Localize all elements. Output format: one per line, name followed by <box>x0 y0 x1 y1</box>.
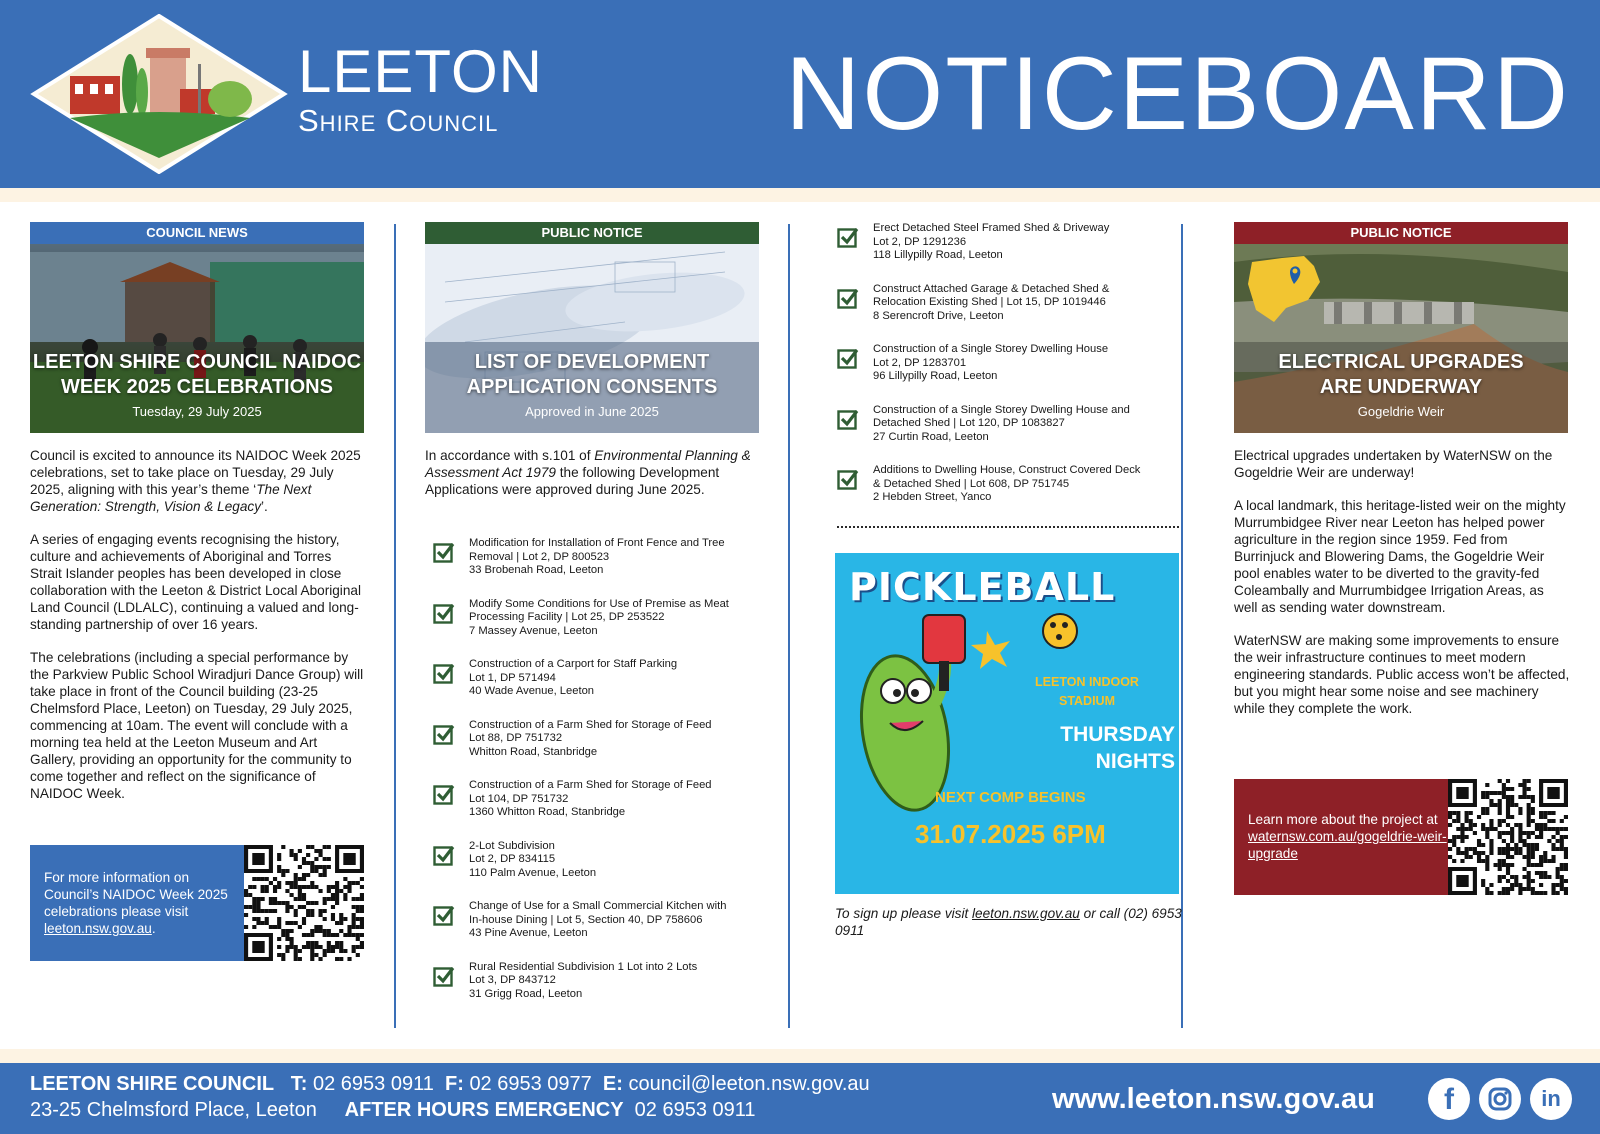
email-label: E: <box>602 1073 623 1095</box>
info-copy-end: . <box>151 921 156 936</box>
item-text <box>469 779 712 820</box>
item-text <box>469 598 729 639</box>
list-item <box>433 779 763 840</box>
item-text <box>873 464 1140 505</box>
item-line: 110 Palm Avenue, Leeton <box>469 866 597 879</box>
checkbox-tick-icon <box>433 541 455 563</box>
item-line: Change of Use for a Small Commercial Kitchen with <box>469 900 727 912</box>
item-line: 33 Brobenah Road, Leeton <box>469 564 604 576</box>
item-line: 7 Massey Avenue, Leeton <box>469 624 598 637</box>
item-line: Construction of a Farm Shed for Storage of Feed <box>469 779 712 791</box>
intro-paragraph <box>425 447 761 498</box>
card-title <box>425 350 759 400</box>
phone-value: 02 6953 0911 <box>313 1073 434 1095</box>
card-title-line1: ELECTRICAL UPGRADES <box>1278 351 1524 373</box>
nights-line: NIGHTS <box>1095 750 1175 773</box>
website-link[interactable]: www.leeton.nsw.gov.au <box>1052 1083 1375 1115</box>
info-copy: Learn more about the project at <box>1248 812 1438 827</box>
development-list-continued <box>837 222 1167 525</box>
category-label: COUNCIL NEWS <box>30 222 364 244</box>
naidoc-photo-image <box>30 222 364 433</box>
checkbox-tick-icon <box>433 904 455 926</box>
footer <box>0 1063 1600 1134</box>
weir-info-box <box>1234 779 1568 895</box>
card-title-line1: LIST OF DEVELOPMENT <box>474 351 710 373</box>
naidoc-info-box <box>30 845 364 961</box>
item-line: Construction of a Single Storey Dwelling House <box>873 343 1109 355</box>
qr-code-icon[interactable] <box>244 845 364 961</box>
list-item <box>837 343 1167 404</box>
column-divider <box>394 224 396 1028</box>
card-title-line1: LEETON SHIRE COUNCIL NAIDOC <box>32 351 362 373</box>
item-line: Lot 104, DP 751732 <box>469 792 569 805</box>
checkbox-tick-icon <box>837 347 859 369</box>
footer-org: LEETON SHIRE COUNCIL <box>30 1073 275 1095</box>
item-line: Lot 2, DP 1291236 <box>873 235 967 248</box>
weir-photo-image <box>1234 222 1568 433</box>
item-line: Lot 2, DP 1283701 <box>873 356 967 369</box>
intro-text: the following Development Applications were approved during June 2025. <box>425 465 720 497</box>
item-line: Rural Residential Subdivision 1 Lot into 2 Lots <box>469 960 698 973</box>
card-title-line2: APPLICATION CONSENTS <box>466 376 718 398</box>
development-intro <box>425 447 761 514</box>
item-line: Construct Attached Garage & Detached Shed & <box>873 282 1110 295</box>
poster-venue <box>1007 673 1167 711</box>
item-line: In-house Dining | Lot 5, Section 40, DP 758606 <box>469 913 703 926</box>
article-paragraph: Electrical upgrades undertaken by WaterNSW on the Gogeldrie Weir are underway! <box>1234 448 1553 480</box>
category-label: PUBLIC NOTICE <box>1234 222 1568 244</box>
checkbox-tick-icon <box>433 602 455 624</box>
item-line: Modification for Installation of Front Fence and Tree <box>469 537 725 549</box>
card-title <box>1234 350 1568 400</box>
item-line: 96 Lillypilly Road, Leeton <box>873 370 998 382</box>
facebook-icon[interactable]: f <box>1428 1078 1470 1120</box>
checkbox-tick-icon <box>433 844 455 866</box>
card-subtitle: Approved in June 2025 <box>525 404 659 419</box>
card-title <box>30 350 364 400</box>
list-item <box>837 464 1167 525</box>
checkbox-tick-icon <box>837 468 859 490</box>
item-line: Lot 1, DP 571494 <box>469 671 556 684</box>
development-list <box>433 537 763 1021</box>
venue-line: STADIUM <box>1058 694 1115 708</box>
item-text <box>469 961 697 1002</box>
item-line: 118 Lillypilly Road, Leeton <box>873 249 1003 261</box>
council-name-line2: Shire Council <box>298 103 499 138</box>
item-line: Lot 88, DP 751732 <box>469 732 563 744</box>
checkbox-tick-icon <box>433 965 455 987</box>
phone-label: T: <box>290 1073 308 1095</box>
item-text <box>873 222 1109 263</box>
nights-line: THURSDAY <box>1060 723 1175 746</box>
card-title-line2: WEEK 2025 CELEBRATIONS <box>61 376 333 398</box>
item-text <box>873 283 1109 324</box>
checkbox-tick-icon <box>433 723 455 745</box>
item-text <box>873 343 1108 384</box>
item-line: Processing Facility | Lot 25, DP 253522 <box>469 611 665 623</box>
list-item <box>433 961 763 1022</box>
fax-value: 02 6953 0977 <box>469 1073 592 1095</box>
checkbox-tick-icon <box>837 408 859 430</box>
item-line: Modify Some Conditions for Use of Premise as Meat <box>469 597 729 610</box>
dotted-separator <box>837 526 1179 528</box>
emergency-value: 02 6953 0911 <box>634 1099 756 1121</box>
item-text <box>469 900 726 941</box>
weir-article <box>1234 447 1570 733</box>
list-item <box>433 719 763 780</box>
category-label: PUBLIC NOTICE <box>425 222 759 244</box>
item-line: Lot 2, DP 834115 <box>469 853 556 865</box>
development-feature-card <box>425 222 759 433</box>
paragraph-text: ’. <box>261 499 268 514</box>
item-line: 1360 Whitton Road, Stanbridge <box>469 806 626 818</box>
weir-feature-card <box>1234 222 1568 433</box>
emergency-label: AFTER HOURS EMERGENCY <box>344 1099 624 1121</box>
article-paragraph: A series of engaging events recognising the history, culture and achievements of Aboriginal and Torres Strait Islander peoples has been developed in close collaboration with the Leeton & District Local Aboriginal Land Council (LDLALC), continuing a valued and long-standing partnership of over 16 years. <box>30 532 361 632</box>
act-name: Environmental Planning & Assessment Act 1979 <box>425 448 751 480</box>
poster-title: PICKLEBALL <box>849 565 1116 609</box>
signup-link[interactable]: leeton.nsw.gov.au <box>972 906 1080 921</box>
item-line: 2-Lot Subdivision <box>469 839 555 852</box>
list-item <box>433 840 763 901</box>
info-link[interactable]: leeton.nsw.gov.au <box>44 921 152 936</box>
item-line: 31 Grigg Road, Leeton <box>469 987 583 1000</box>
council-name-line1: LEETON <box>298 38 543 105</box>
card-subtitle: Tuesday, 29 July 2025 <box>132 404 262 419</box>
item-line: Construction of a Single Storey Dwelling House and <box>873 403 1130 416</box>
poster-date: 31.07.2025 6PM <box>915 819 1106 849</box>
item-text <box>469 719 712 760</box>
naidoc-feature-card <box>30 222 364 433</box>
item-line: 27 Curtin Road, Leeton <box>873 430 989 443</box>
item-line: Relocation Existing Shed | Lot 15, DP 1019446 <box>873 296 1106 308</box>
qr-code-icon[interactable] <box>1448 779 1568 895</box>
instagram-icon[interactable] <box>1479 1078 1521 1120</box>
item-line: 43 Pine Avenue, Leeton <box>469 927 588 939</box>
address-value: 23-25 Chelmsford Place, Leeton <box>30 1099 317 1121</box>
poster-nights <box>985 721 1175 775</box>
info-text <box>44 869 244 937</box>
info-copy: For more information on Council’s NAIDOC Week 2025 celebrations please visit <box>44 870 228 919</box>
blueprint-image <box>425 222 759 433</box>
page-title: NOTICEBOARD <box>785 36 1570 152</box>
signup-copy: To sign up please visit <box>835 906 973 921</box>
item-line: 40 Wade Avenue, Leeton <box>469 685 595 697</box>
item-line: Erect Detached Steel Framed Shed & Driveway <box>873 222 1110 234</box>
pickleball-poster <box>835 553 1179 894</box>
signup-copy: or call (02) 6953 0911 <box>835 906 1182 938</box>
naidoc-article <box>30 447 366 818</box>
checkbox-tick-icon <box>837 226 859 248</box>
item-line: Whitton Road, Stanbridge <box>469 745 598 758</box>
email-value[interactable]: council@leeton.nsw.gov.au <box>628 1073 870 1095</box>
item-line: Removal | Lot 2, DP 800523 <box>469 550 610 563</box>
item-text <box>469 537 725 578</box>
venue-line: LEETON INDOOR <box>1035 675 1139 689</box>
checkbox-tick-icon <box>433 662 455 684</box>
item-text <box>873 404 1130 445</box>
article-paragraph: A local landmark, this heritage-listed weir on the mighty Murrumbidgee River near Leeton has helped power agriculture in the region since 1959. Fed from Burrinjuck and Blowering Dams, the Gogeldrie Weir pool enables water to be diverted to the gravity-fed Coleambally and Murrumbidgee Irrigation Areas, as well as sending water downstream. <box>1234 498 1566 615</box>
list-item <box>837 404 1167 465</box>
article-paragraph: WaterNSW are making some improvements to ensure the weir infrastructure continues to meet modern engineering standards. Public access won’t be affected, but you might hear some noise and see machinery while they complete the work. <box>1234 633 1570 716</box>
article-paragraph <box>30 447 366 515</box>
item-line: 8 Serencroft Drive, Leeton <box>873 309 1004 322</box>
list-item <box>433 658 763 719</box>
paragraph-text: Council is excited to announce its NAIDOC Week 2025 celebrations, set to take place on Tuesday, 29 July 2025, aligning with this year’s theme ‘ <box>30 448 361 497</box>
list-item <box>837 283 1167 344</box>
item-line: Construction of a Farm Shed for Storage of Feed <box>469 718 712 731</box>
item-line: Detached Shed | Lot 120, DP 1083827 <box>873 417 1065 429</box>
item-line: Lot 3, DP 843712 <box>469 974 556 986</box>
item-line: 2 Hebden Street, Yanco <box>873 491 992 503</box>
card-subtitle: Gogeldrie Weir <box>1357 404 1445 419</box>
council-name <box>298 40 543 138</box>
footer-address-row <box>30 1099 756 1122</box>
info-link[interactable]: waternsw.com.au/gogeldrie-weir-upgrade <box>1248 829 1447 861</box>
header-banner <box>0 0 1600 188</box>
info-text <box>1248 811 1448 862</box>
item-text <box>469 840 596 881</box>
intro-text: In accordance with s.101 of <box>425 448 595 463</box>
item-line: Additions to Dwelling House, Construct Covered Deck <box>873 464 1141 476</box>
list-item <box>433 900 763 961</box>
item-line: & Detached Shed | Lot 608, DP 751745 <box>873 477 1070 490</box>
footer-contact-row <box>30 1073 870 1096</box>
article-paragraph: The celebrations (including a special performance by the Parkview Public School Wiradjuri Dance Group) will take place in front of the Council building (23-25 Chelmsford Place, Leeton) on Tuesday, 29 July 2025, commencing at 10am. The event will conclude with a morning tea held at the Leeton Museum and Art Gallery, providing an opportunity for the community to come together and reflect on the significance of NAIDOC Week. <box>30 650 364 801</box>
list-item <box>837 222 1167 283</box>
card-title-line2: ARE UNDERWAY <box>1319 376 1483 398</box>
item-line: Construction of a Carport for Staff Parking <box>469 658 678 670</box>
list-item <box>433 598 763 659</box>
poster-next-comp: NEXT COMP BEGINS <box>935 789 1086 806</box>
checkbox-tick-icon <box>433 783 455 805</box>
column-divider <box>788 224 790 1028</box>
checkbox-tick-icon <box>837 287 859 309</box>
linkedin-icon[interactable]: in <box>1530 1078 1572 1120</box>
item-text <box>469 658 677 699</box>
theme-text: The Next Generation: Strength, Vision & Legacy <box>30 482 312 514</box>
list-item <box>433 537 763 598</box>
fax-label: F: <box>444 1073 464 1095</box>
signup-text <box>835 905 1185 939</box>
council-logo-icon <box>30 14 288 174</box>
